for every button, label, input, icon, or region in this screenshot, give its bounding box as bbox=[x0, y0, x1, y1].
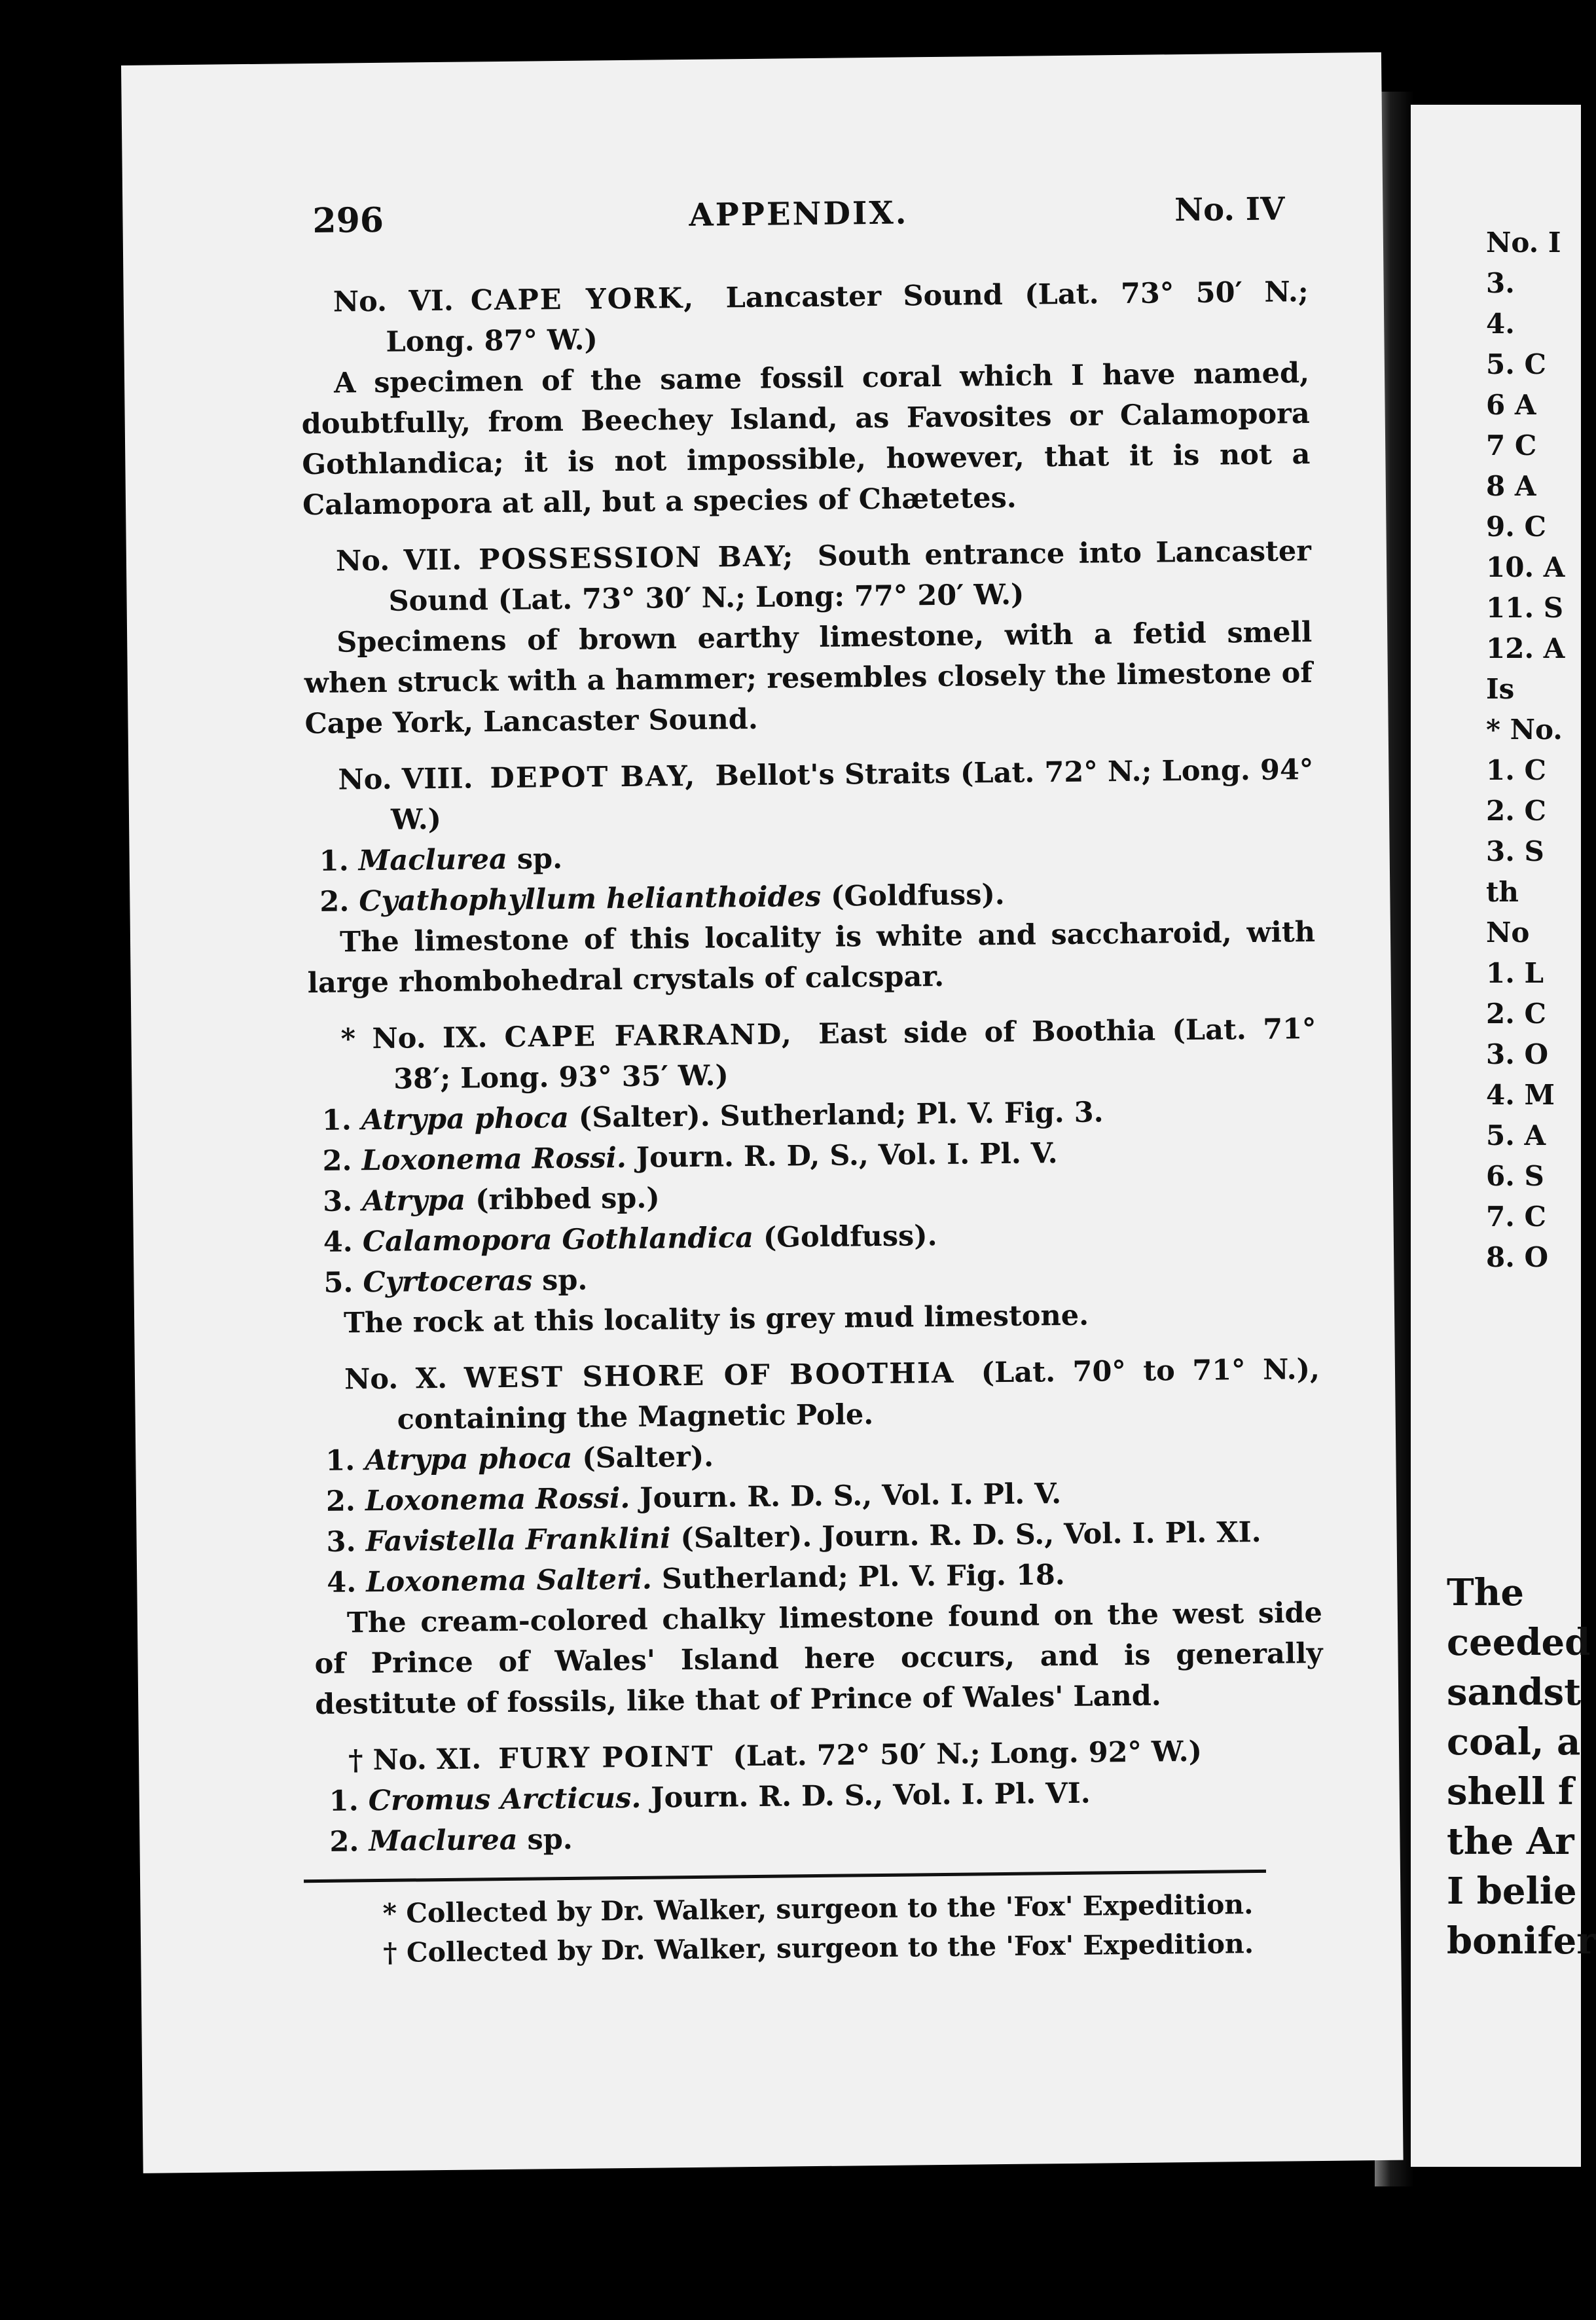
species-name: Loxonema Rossi. bbox=[365, 1481, 630, 1518]
section-location: FURY POINT bbox=[498, 1740, 714, 1776]
item-reference: (Salter). Sutherland; Pl. V. Fig. 3. bbox=[568, 1096, 1104, 1134]
species-name: Cromus Arcticus. bbox=[368, 1781, 642, 1818]
section bbox=[299, 1349, 1324, 1725]
facing-text-line: the Ar bbox=[1447, 1820, 1574, 1863]
item-text bbox=[362, 1178, 660, 1222]
item-number: 4. bbox=[327, 1566, 357, 1599]
item-number: 5. bbox=[323, 1266, 354, 1299]
section-paragraph: The rock at this locality is grey mud limestone. bbox=[343, 1299, 1089, 1340]
facing-text-line: bonifer bbox=[1447, 1919, 1596, 1963]
facing-fragment: 6 A bbox=[1486, 389, 1536, 421]
item-number: 3. bbox=[326, 1525, 356, 1559]
section bbox=[287, 272, 1311, 526]
item-reference: (Salter). bbox=[572, 1440, 714, 1475]
item-text bbox=[369, 1819, 573, 1862]
specimen-list bbox=[296, 1090, 1319, 1303]
item-text bbox=[358, 839, 562, 881]
facing-fragment: No bbox=[1486, 916, 1530, 949]
section-paragraph: The cream-colored chalky limestone found on the west side of Prince of Wales' Island here occurs, and is generally destitute of fossils, like that of Prince of Wales' Land. bbox=[314, 1596, 1323, 1722]
facing-fragment: 8 A bbox=[1486, 470, 1536, 502]
item-number: 2. bbox=[325, 1485, 356, 1518]
species-name: Calamopora Gothlandica bbox=[362, 1221, 754, 1259]
species-name: Loxonema Rossi. bbox=[361, 1142, 627, 1178]
item-reference: sp. bbox=[507, 843, 563, 876]
facing-text-line: The bbox=[1447, 1571, 1525, 1614]
facing-fragment: 2. C bbox=[1486, 795, 1546, 827]
section-coordinates: Bellot's Straits (Lat. 72° N.; Long. 94° W.) bbox=[390, 753, 1314, 837]
item-number: 2. bbox=[322, 1144, 352, 1178]
facing-fragment: th bbox=[1486, 876, 1519, 908]
section-coordinates: (Lat. 72° 50′ N.; Long. 92° W.) bbox=[723, 1735, 1203, 1773]
specimen-list bbox=[299, 1430, 1322, 1603]
item-reference: Journ. R. D, S., Vol. I. Pl. V. bbox=[626, 1137, 1058, 1175]
section bbox=[292, 750, 1316, 1004]
facing-fragment: * No. bbox=[1486, 714, 1563, 746]
section-heading bbox=[295, 1009, 1316, 1100]
footnote: † Collected by Dr. Walker, surgeon to the 'Fox' Expedition. bbox=[382, 1928, 1254, 1968]
species-name: Favistella Franklini bbox=[365, 1522, 671, 1559]
section-coordinates: Lancaster Sound (Lat. 73° 50′ N.; Long. 87° W.) bbox=[386, 276, 1309, 359]
facing-fragment: 5. A bbox=[1486, 1119, 1546, 1151]
section-label: No. VII. bbox=[335, 543, 462, 578]
species-name: Maclurea bbox=[369, 1823, 518, 1858]
facing-text-line: shell f bbox=[1447, 1770, 1574, 1813]
section-coordinates: (Lat. 70° to 71° N.), containing the Magnetic Pole. bbox=[397, 1352, 1320, 1436]
facing-text-line: I belie bbox=[1447, 1870, 1577, 1913]
page-title: APPENDIX. bbox=[689, 194, 909, 234]
facing-text-line: coal, a bbox=[1447, 1720, 1581, 1764]
species-name: Cyrtoceras bbox=[363, 1264, 533, 1299]
section-label: No. X. bbox=[344, 1362, 448, 1396]
facing-text-line: sandst bbox=[1447, 1671, 1582, 1714]
facing-fragment: 6. S bbox=[1486, 1160, 1544, 1192]
facing-fragment: 8. O bbox=[1486, 1241, 1549, 1273]
item-number: 3. bbox=[322, 1185, 353, 1218]
section-heading bbox=[287, 272, 1309, 363]
item-number: 2. bbox=[319, 885, 350, 918]
book-page bbox=[121, 52, 1404, 2173]
item-reference: Journ. R. D. S., Vol. I. Pl. VI. bbox=[641, 1777, 1091, 1815]
item-number: 1. bbox=[319, 844, 349, 878]
section bbox=[295, 1009, 1319, 1344]
facing-fragment: 12. A bbox=[1486, 632, 1565, 664]
species-name: Atrypa bbox=[361, 1184, 466, 1218]
item-text bbox=[359, 875, 1005, 922]
item-reference: Journ. R. D. S., Vol. I. Pl. V. bbox=[630, 1477, 1062, 1515]
section-label: † No. XI. bbox=[348, 1743, 482, 1777]
section-paragraph: Specimens of brown earthy limestone, with a fetid smell when struck with a hammer; resembles closely the limestone of Cape York, Lancaster Sound. bbox=[304, 615, 1313, 741]
species-name: Atrypa phoca bbox=[365, 1441, 573, 1477]
facing-fragment: 5. C bbox=[1486, 348, 1546, 380]
facing-page-text bbox=[1447, 1568, 1596, 1966]
facing-text-line: ceeded bbox=[1447, 1621, 1591, 1664]
item-reference: (Goldfuss). bbox=[753, 1220, 937, 1254]
facing-fragment: 2. C bbox=[1486, 998, 1546, 1030]
item-text bbox=[365, 1474, 1062, 1521]
item-reference: sp. bbox=[532, 1263, 588, 1297]
item-text bbox=[365, 1437, 714, 1481]
section-label: No. VI. bbox=[333, 284, 454, 319]
item-reference: (Salter). Journ. R. D. S., Vol. I. Pl. XI. bbox=[670, 1515, 1261, 1555]
item-number: 1. bbox=[325, 1444, 355, 1477]
facing-fragment: 3. O bbox=[1486, 1038, 1549, 1070]
facing-fragment: 10. A bbox=[1486, 551, 1565, 583]
item-number: 4. bbox=[323, 1225, 353, 1259]
item-reference: (ribbed sp.) bbox=[465, 1182, 660, 1217]
section-heading bbox=[299, 1349, 1320, 1441]
section-coordinates: South entrance into Lancaster Sound (Lat. 73° 30′ N.; Long: 77° 20′ W.) bbox=[388, 535, 1312, 618]
facing-fragment: Is bbox=[1486, 673, 1515, 705]
specimen-list bbox=[293, 831, 1315, 922]
species-name: Atrypa phoca bbox=[361, 1101, 570, 1137]
section-label: * No. IX. bbox=[340, 1021, 488, 1056]
item-reference: sp. bbox=[517, 1822, 573, 1857]
species-name: Maclurea bbox=[358, 843, 508, 878]
section-location: WEST SHORE OF BOOTHIA bbox=[463, 1356, 955, 1395]
species-name: Cyathophyllum helianthoides bbox=[359, 880, 822, 918]
specimen-list bbox=[302, 1771, 1324, 1862]
section bbox=[290, 531, 1313, 744]
section-location: POSSESSION BAY; bbox=[478, 540, 795, 577]
section-location: CAPE YORK, bbox=[470, 281, 695, 317]
facing-page-fragments bbox=[1486, 223, 1565, 1278]
facing-fragment: 11. S bbox=[1486, 592, 1564, 624]
page-body bbox=[287, 256, 1326, 1973]
running-header bbox=[312, 190, 1285, 240]
page-number: 296 bbox=[312, 200, 384, 241]
facing-fragment: 3. S bbox=[1486, 835, 1544, 867]
section-location: CAPE FARRAND, bbox=[504, 1018, 793, 1054]
item-reference: Sutherland; Pl. V. Fig. 18. bbox=[651, 1559, 1065, 1596]
item-reference: (Goldfuss). bbox=[820, 878, 1006, 913]
facing-fragment: 1. C bbox=[1486, 754, 1546, 786]
section-heading bbox=[290, 531, 1312, 623]
section-location: DEPOT BAY, bbox=[490, 759, 697, 795]
species-name: Loxonema Salteri. bbox=[366, 1563, 653, 1599]
facing-fragment: 7 C bbox=[1486, 429, 1537, 462]
footnote-rule bbox=[304, 1870, 1266, 1883]
section-label: No. VIII. bbox=[338, 762, 473, 797]
section-coordinates: East side of Boothia (Lat. 71° 38′; Long. 93° 35′ W.) bbox=[393, 1012, 1316, 1096]
item-number: 2. bbox=[329, 1825, 359, 1858]
item-text bbox=[363, 1260, 588, 1303]
item-text bbox=[368, 1773, 1091, 1822]
item-number: 1. bbox=[329, 1785, 359, 1818]
section-paragraph: A specimen of the same fossil coral which I have named, doubtfully, from Beechey Island, as Favosites or Calamopora Gothlandica; it is not impossible, however, that it is not a Calamopora at all, but a species of Chætetes. bbox=[301, 357, 1311, 522]
item-text bbox=[363, 1216, 937, 1262]
footnote: * Collected by Dr. Walker, surgeon to the 'Fox' Expedition. bbox=[382, 1889, 1254, 1929]
facing-fragment: 1. L bbox=[1486, 957, 1544, 989]
item-text bbox=[361, 1133, 1058, 1181]
section-paragraph: The limestone of this locality is white and saccharoid, with large rhombohedral crystals of calcspar. bbox=[307, 915, 1316, 1000]
facing-fragment: 9. C bbox=[1486, 511, 1546, 543]
header-right: No. IV bbox=[1174, 190, 1285, 229]
section bbox=[302, 1730, 1325, 1862]
facing-fragment: 4. bbox=[1486, 308, 1515, 340]
facing-fragment: 7. C bbox=[1486, 1201, 1546, 1233]
item-text bbox=[366, 1555, 1065, 1603]
facing-fragment: 4. M bbox=[1486, 1079, 1555, 1111]
facing-fragment: No. I bbox=[1486, 227, 1561, 259]
section-heading bbox=[292, 750, 1314, 841]
facing-fragment: 3. bbox=[1486, 267, 1515, 299]
item-number: 1. bbox=[321, 1104, 352, 1137]
